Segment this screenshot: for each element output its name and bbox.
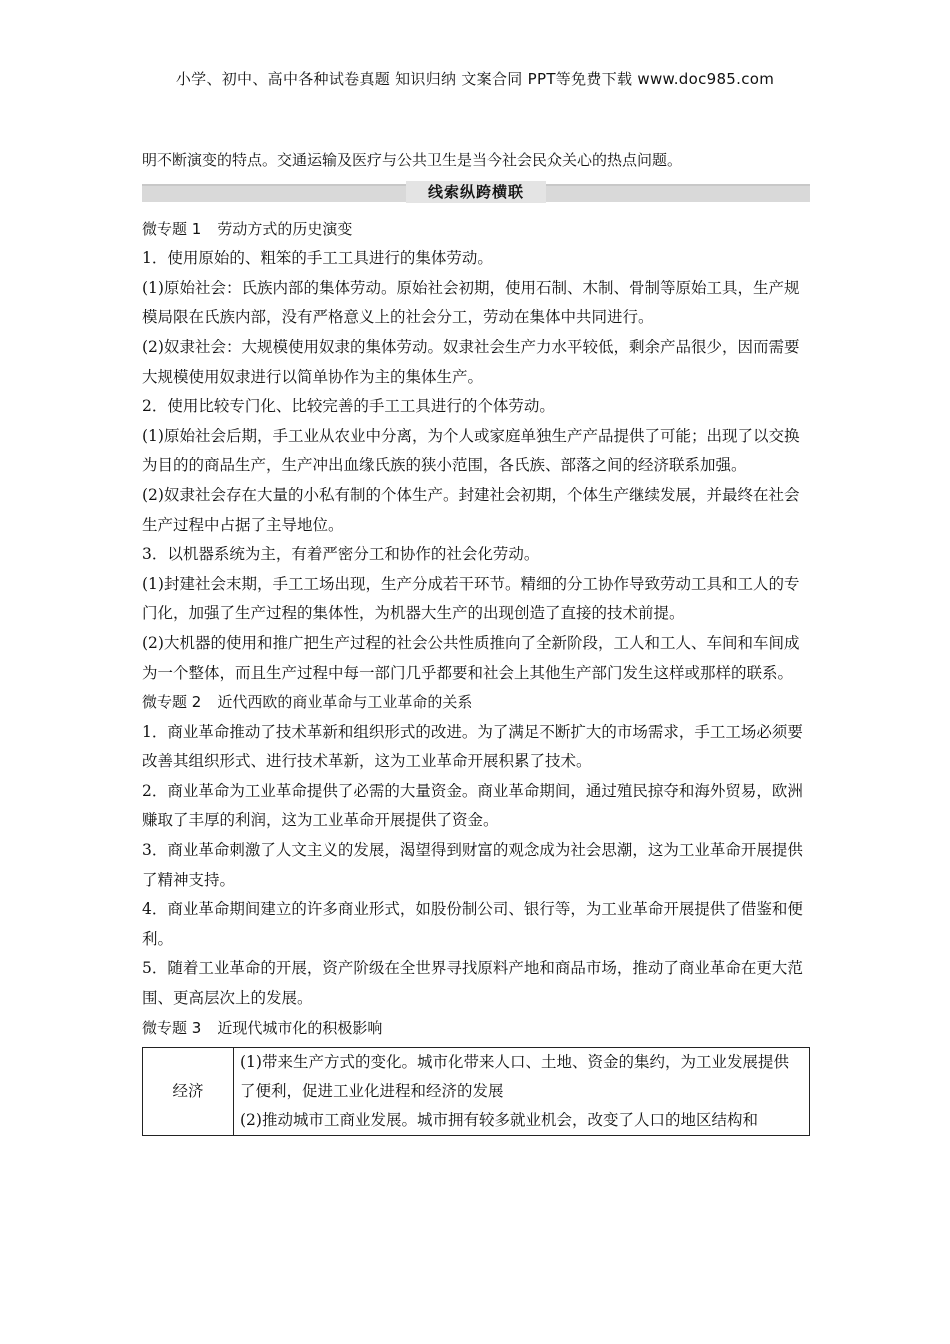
paragraph: 4．商业革命期间建立的许多商业形式，如股份制公司、银行等，为工业革命开展提供了借鉴和便利。 bbox=[142, 900, 803, 948]
paragraph: (2)奴隶社会：大规模使用奴隶的集体劳动。奴隶社会生产力水平较低，剩余产品很少，因而需要大规模使用奴隶进行以简单协作为主的集体生产。 bbox=[142, 337, 800, 386]
section-label: 微专题 2 bbox=[142, 693, 202, 712]
paragraph: 1．商业革命推动了技术革新和组织形式的改进。为了满足不断扩大的市场需求，手工工场必须要改善其组织形式、进行技术革新，这为工业革命开展积累了技术。 bbox=[142, 722, 803, 771]
section-title: 劳动方式的历史演变 bbox=[217, 219, 353, 238]
table-cell bbox=[234, 1048, 810, 1136]
table-cell-line: (2)推动城市工商业发展。城市拥有较多就业机会，改变了人口的地区结构和 bbox=[240, 1111, 758, 1130]
section-heading-1 bbox=[142, 215, 810, 245]
paragraph: 2．商业革命为工业革命提供了必需的大量资金。商业革命期间，通过殖民掠夺和海外贸易，欧洲赚取了丰厚的利润，这为工业革命开展提供了资金。 bbox=[142, 781, 803, 830]
paragraph: (1)原始社会后期，手工业从农业中分离，为个人或家庭单独生产产品提供了可能；出现了以交换为目的的商品生产，生产冲出血缘氏族的狭小范围，各氏族、部落之间的经济联系加强。 bbox=[142, 426, 800, 475]
section-label: 微专题 3 bbox=[142, 1018, 202, 1037]
impact-table bbox=[142, 1047, 810, 1136]
table-cell-line: (1)带来生产方式的变化。城市化带来人口、土地、资金的集约，为工业发展提供了便利，促进工业化进程和经济的发展 bbox=[240, 1053, 789, 1101]
section-banner bbox=[142, 181, 810, 203]
paragraph: (2)大机器的使用和推广把生产过程的社会公共性质推向了全新阶段，工人和工人、车间和车间成为一个整体，而且生产过程中每一部门几乎都要和社会上其他生产部门发生这样或那样的联系。 bbox=[142, 633, 800, 682]
paragraph: (2)奴隶社会存在大量的小私有制的个体生产。封建社会初期，个体生产继续发展，并最终在社会生产过程中占据了主导地位。 bbox=[142, 485, 800, 534]
section-heading-3 bbox=[142, 1014, 810, 1044]
paragraph: 3．商业革命刺激了人文主义的发展，渴望得到财富的观念成为社会思潮，这为工业革命开展提供了精神支持。 bbox=[142, 841, 803, 889]
banner-title: 线索纵跨横联 bbox=[406, 181, 546, 203]
document-body bbox=[142, 146, 810, 1136]
table-row-header: 经济 bbox=[143, 1048, 234, 1136]
intro-paragraph: 明不断演变的特点。交通运输及医疗与公共卫生是当今社会民众关心的热点问题。 bbox=[142, 151, 683, 169]
section-title: 近现代城市化的积极影响 bbox=[217, 1018, 383, 1037]
paragraph: 5．随着工业革命的开展，资产阶级在全世界寻找原料产地和商品市场，推动了商业革命在更大范围、更高层次上的发展。 bbox=[142, 959, 803, 1008]
section-label: 微专题 1 bbox=[142, 219, 202, 238]
section-title: 近代西欧的商业革命与工业革命的关系 bbox=[217, 693, 473, 712]
section-heading-2 bbox=[142, 688, 810, 718]
table-row bbox=[143, 1048, 810, 1136]
paragraph: 3．以机器系统为主，有着严密分工和协作的社会化劳动。 bbox=[142, 545, 540, 564]
paragraph: 2．使用比较专门化、比较完善的手工工具进行的个体劳动。 bbox=[142, 397, 555, 416]
paragraph: (1)原始社会：氏族内部的集体劳动。原始社会初期，使用石制、木制、骨制等原始工具，生产规模局限在氏族内部，没有严格意义上的社会分工，劳动在集体中共同进行。 bbox=[142, 278, 800, 327]
page-header: 小学、初中、高中各种试卷真题 知识归纳 文案合同 PPT等免费下载 www.doc985.com bbox=[175, 70, 775, 88]
paragraph: (1)封建社会末期，手工工场出现，生产分成若干环节。精细的分工协作导致劳动工具和工人的专门化，加强了生产过程的集体性，为机器大生产的出现创造了直接的技术前提。 bbox=[142, 574, 800, 623]
paragraph: 1．使用原始的、粗笨的手工工具进行的集体劳动。 bbox=[142, 249, 493, 268]
